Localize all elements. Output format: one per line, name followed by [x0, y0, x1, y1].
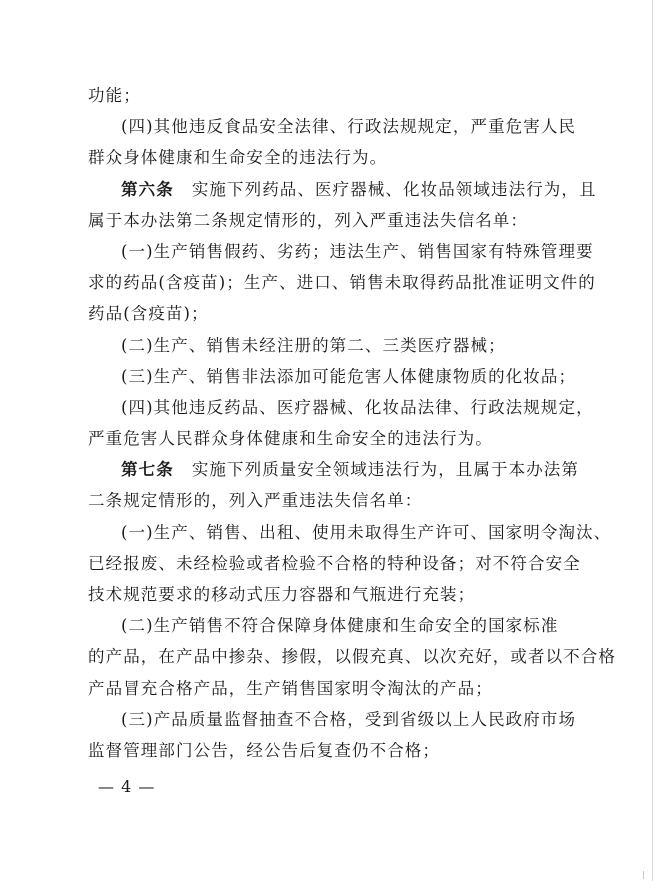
text-line: (一)生产、销售、出租、使用未取得生产许可、国家明令淘汰、: [121, 522, 612, 542]
text-line: 属于本办法第二条规定情形的，列入严重违法失信名单：: [88, 210, 528, 230]
text-line: 严重危害人民群众身体健康和生命安全的违法行为。: [88, 429, 493, 449]
text-line: (二)生产销售不符合保障身体健康和生命安全的国家标准: [121, 616, 559, 636]
text-line: 技术规范要求的移动式压力容器和气瓶进行充装；: [88, 585, 476, 604]
text-line: 的产品，在产品中掺杂、掺假，以假充真、以次充好，或者以不合格: [88, 647, 616, 667]
text-line: (三)生产、销售非法添加可能危害人体健康物质的化妆品；: [121, 366, 577, 386]
article-text: 实施下列质量安全领域违法行为，且属于本办法第: [191, 460, 580, 480]
article-number: 第七条: [121, 460, 174, 480]
text-line: 求的药品(含疫苗)；生产、进口、销售未取得药品批准证明文件的: [88, 273, 596, 293]
text-line: 群众身体健康和生命安全的违法行为。: [88, 148, 388, 168]
text-line: (四)其他违反药品、医疗器械、化妆品法律、行政法规规定，: [121, 397, 594, 417]
page-number: — 4 —: [98, 777, 156, 796]
article-heading-line: [88, 454, 580, 485]
text-line: 已经报废、未经检验或者检验不合格的特种设备；对不符合安全: [88, 553, 581, 573]
page-corner-mark: [643, 871, 648, 879]
text-line: (三)产品质量监督抽查不合格，受到省级以上人民政府市场: [121, 709, 577, 729]
text-line: 监督管理部门公告，经公告后复查仍不合格；: [88, 740, 440, 760]
document-body: [88, 80, 616, 766]
article-number: 第六条: [121, 179, 174, 199]
text-line: 二条规定情形的，列入严重违法失信名单：: [88, 491, 423, 511]
text-line: 药品(含疫苗)；: [88, 304, 209, 324]
article-heading-line: [88, 174, 597, 205]
text-line: (四)其他违反食品安全法律、行政法规规定，严重危害人民: [121, 117, 577, 137]
text-line: 产品冒充合格产品，生产销售国家明令淘汰的产品；: [88, 678, 493, 698]
text-line: (一)生产销售假药、劣药；违法生产、销售国家有特殊管理要: [121, 241, 594, 261]
text-line: (二)生产、销售未经注册的第二、三类医疗器械；: [121, 335, 506, 355]
article-text: 实施下列药品、医疗器械、化妆品领域违法行为，且: [191, 179, 597, 199]
text-line: 功能；: [88, 86, 141, 105]
